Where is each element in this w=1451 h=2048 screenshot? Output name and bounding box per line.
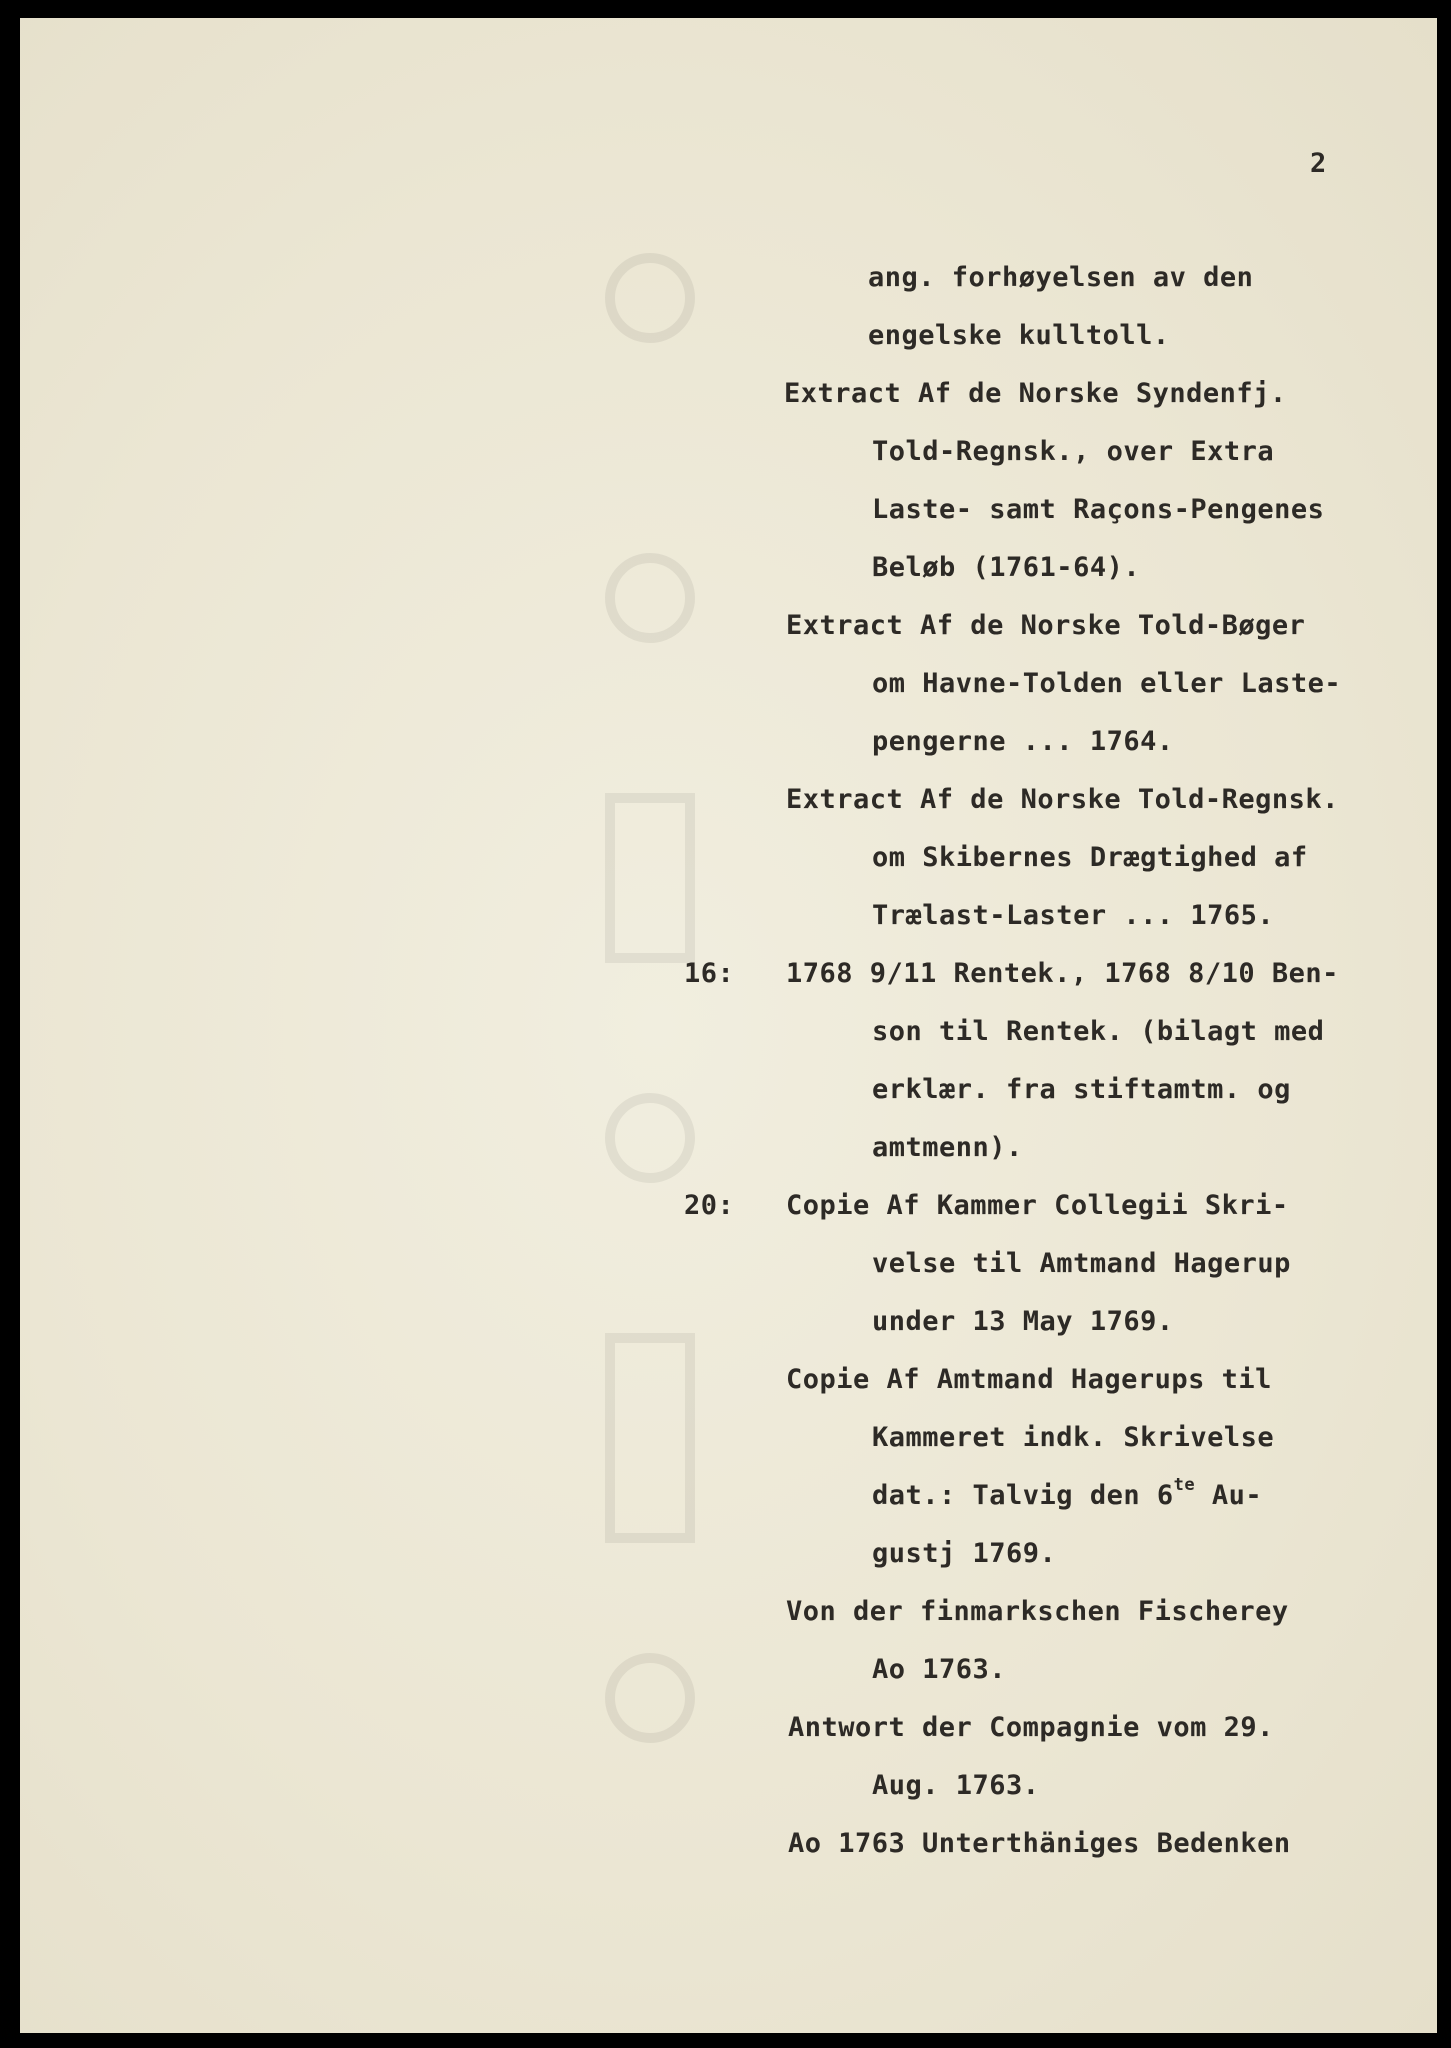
text-line: Kammeret indk. Skrivelse xyxy=(872,1422,1275,1453)
show-through-stamp xyxy=(580,178,720,1838)
text-line: son til Rentek. (bilagt med xyxy=(872,1016,1325,1047)
text-line: erklær. fra stiftamtm. og xyxy=(872,1074,1291,1105)
text-line: om Skibernes Drægtighed af xyxy=(872,842,1308,873)
text-line: Ao 1763 Unterthäniges Bedenken xyxy=(788,1828,1291,1859)
text-line: Copie Af Kammer Collegii Skri- xyxy=(786,1190,1289,1221)
text-line: Extract Af de Norske Told-Bøger xyxy=(786,610,1306,641)
text-line: om Havne-Tolden eller Laste- xyxy=(872,668,1342,699)
text-line: Von der finmarkschen Fischerey xyxy=(786,1596,1289,1627)
text-segment: dat.: Talvig den 6 xyxy=(872,1480,1174,1511)
text-line: pengerne ... 1764. xyxy=(872,726,1174,757)
entry-number: 16: xyxy=(684,958,735,989)
text-line: Trælast-Laster ... 1765. xyxy=(872,900,1275,931)
text-line-with-superscript xyxy=(872,1475,1263,1515)
text-segment: Au- xyxy=(1211,1480,1263,1511)
text-line: under 13 May 1769. xyxy=(872,1306,1174,1337)
entry-number: 20: xyxy=(684,1190,735,1221)
text-line: gustj 1769. xyxy=(872,1538,1057,1569)
page-number: 2 xyxy=(1310,148,1327,179)
text-line: velse til Amtmand Hagerup xyxy=(872,1248,1291,1279)
text-line: Ao 1763. xyxy=(872,1654,1007,1685)
text-line: Beløb (1761-64). xyxy=(872,552,1141,583)
text-line: engelske kulltoll. xyxy=(868,320,1170,351)
text-line: Told-Regnsk., over Extra xyxy=(872,436,1275,467)
text-line: Aug. 1763. xyxy=(872,1770,1040,1801)
text-line: Laste- samt Raçons-Pengenes xyxy=(872,494,1325,525)
superscript: te xyxy=(1173,1475,1196,1495)
text-line: Extract Af de Norske Syndenfj. xyxy=(784,378,1287,409)
text-line: Extract Af de Norske Told-Regnsk. xyxy=(786,784,1339,815)
text-line: 1768 9/11 Rentek., 1768 8/10 Ben- xyxy=(786,958,1339,989)
document-page xyxy=(20,18,1437,2033)
text-line: amtmenn). xyxy=(872,1132,1023,1163)
text-line: ang. forhøyelsen av den xyxy=(868,262,1254,293)
text-line: Copie Af Amtmand Hagerups til xyxy=(786,1364,1272,1395)
text-line: Antwort der Compagnie vom 29. xyxy=(788,1712,1274,1743)
